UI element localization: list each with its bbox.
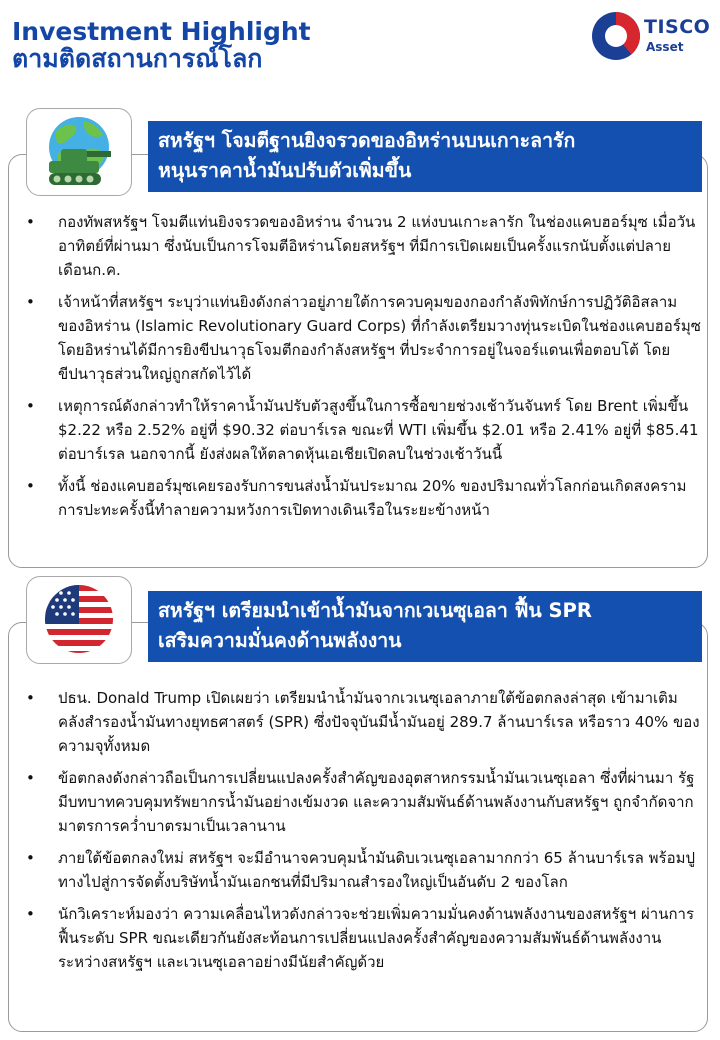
tisco-logo [592,10,712,64]
headline-banner-iran [148,121,702,192]
list-item [26,290,702,386]
headline-line2: เสริมความมั่นคงด้านพลังงาน [158,629,402,652]
page-title [12,18,311,72]
logo-subtitle: Asset [646,40,684,54]
bullet-dot: • [26,213,35,231]
list-item-text: ปธน. Donald Trump เปิดเผยว่า เตรียมนำน้ำมันจากเวเนซุเอลาภายใต้ข้อตกลงล่าสุด เข้ามาเติมคลังสำรองน้ำมันทางยุทธศาสตร์ (SPR) ซึ่งปัจจุบันมีน้ำมันอยู่ 289.7 ล้านบาร์เรล หรือราว 40% ของความจุทั้งหมด [58,689,700,755]
bullet-dot: • [26,905,35,923]
list-item [26,902,702,974]
list-item-text: ข้อตกลงดังกล่าวถือเป็นการเปลี่ยนแปลงครั้งสำคัญของอุตสาหกรรมน้ำมันเวเนซุเอลา ซึ่งที่ผ่านมา รัฐมีบทบาทควบคุมทรัพยากรน้ำมันอย่างเข้มงวด และความสัมพันธ์ด้านพลังงานกับสหรัฐฯ ถูกจำกัดจากมาตรการคว่ำบาตรมาเป็นเวลานาน [58,769,695,835]
headline-line1: สหรัฐฯ โจมตีฐานยิงจรวดของอิหร่านบนเกาะลารัก [158,129,576,152]
headline-line1: สหรัฐฯ เตรียมนำเข้าน้ำมันจากเวเนซุเอลา ฟื้น SPR [158,599,592,622]
bullet-dot: • [26,849,35,867]
bullet-dot: • [26,769,35,787]
headline-line2: หนุนราคาน้ำมันปรับตัวเพิ่มขึ้น [158,159,412,182]
list-item [26,394,702,466]
list-item-text: ทั้งนี้ ช่องแคบฮอร์มุซเคยรองรับการขนส่งน้ำมันประมาณ 20% ของปริมาณทั่วโลกก่อนเกิดสงคราม การปะทะครั้งนี้ทำลายความหวังการเปิดทางเดินเรือในระยะข้างหน้า [58,477,687,519]
bullet-list-iran [26,210,702,530]
globe-tank-icon [26,108,132,196]
list-item [26,686,702,758]
bullet-list-venezuela [26,686,702,982]
list-item [26,766,702,838]
list-item [26,474,702,522]
list-item [26,210,702,282]
headline-banner-venezuela [148,591,702,662]
list-item-text: ภายใต้ข้อตกลงใหม่ สหรัฐฯ จะมีอำนาจควบคุมน้ำมันดิบเวเนซุเอลามากกว่า 65 ล้านบาร์เรล พร้อมปูทางไปสู่การจัดตั้งบริษัทน้ำมันเอกชนที่มีปริมาณสำรองใหญ่เป็นอันดับ 2 ของโลก [58,849,695,891]
us-flag-icon [26,576,132,664]
list-item-text: เหตุการณ์ดังกล่าวทำให้ราคาน้ำมันปรับตัวสูงขึ้นในการซื้อขายช่วงเช้าวันจันทร์ โดย Brent เพิ่มขึ้น $2.22 หรือ 2.52% อยู่ที่ $90.32 ต่อบาร์เรล ขณะที่ WTI เพิ่มขึ้น $2.01 หรือ 2.41% อยู่ที่ $85.41 ต่อบาร์เรล นอกจากนี้ ยังส่งผลให้ตลาดหุ้นเอเชียเปิดลบในช่วงเช้าวันนี้ [58,397,699,463]
list-item [26,846,702,894]
bullet-dot: • [26,293,35,311]
list-item-text: เจ้าหน้าที่สหรัฐฯ ระบุว่าแท่นยิงดังกล่าวอยู่ภายใต้การควบคุมของกองกำลังพิทักษ์การปฏิวัติอิสลามของอิหร่าน (Islamic Revolutionary Guard Corps) ที่กำลังเตรียมวางทุ่นระเบิดในช่องแคบฮอร์มุซ โดยอิหร่านได้มีการยิงขีปนาวุธโจมตีกองกำลังสหรัฐฯ ที่ประจำการอยู่ในจอร์แดนเพื่อตอบโต้ โดยขีปนาวุธส่วนใหญ่ถูกสกัดไว้ได้ [58,293,701,383]
tisco-logo-mark [592,12,640,60]
page-title-line1: Investment Highlight [12,17,311,46]
bullet-dot: • [26,477,35,495]
logo-wordmark: TISCO [644,16,711,38]
list-item-text: นักวิเคราะห์มองว่า ความเคลื่อนไหวดังกล่าวจะช่วยเพิ่มความมั่นคงด้านพลังงานของสหรัฐฯ ผ่านการฟื้นระดับ SPR ขณะเดียวกันยังสะท้อนการเปลี่ยนแปลงครั้งสำคัญของความสัมพันธ์ด้านพลังงานระหว่างสหรัฐฯ และเวเนซุเอลาอย่างมีนัยสำคัญด้วย [58,905,695,971]
page-title-line2: ตามติดสถานการณ์โลก [12,44,263,73]
list-item-text: กองทัพสหรัฐฯ โจมตีแท่นยิงจรวดของอิหร่าน จำนวน 2 แห่งบนเกาะลารัก ในช่องแคบฮอร์มุซ เมื่อวันอาทิตย์ที่ผ่านมา ซึ่งนับเป็นการโจมตีอิหร่านโดยสหรัฐฯ ที่มีการเปิดเผยเป็นครั้งแรกนับตั้งแต่ปลายเดือนก.ค. [58,213,696,279]
bullet-dot: • [26,689,35,707]
bullet-dot: • [26,397,35,415]
